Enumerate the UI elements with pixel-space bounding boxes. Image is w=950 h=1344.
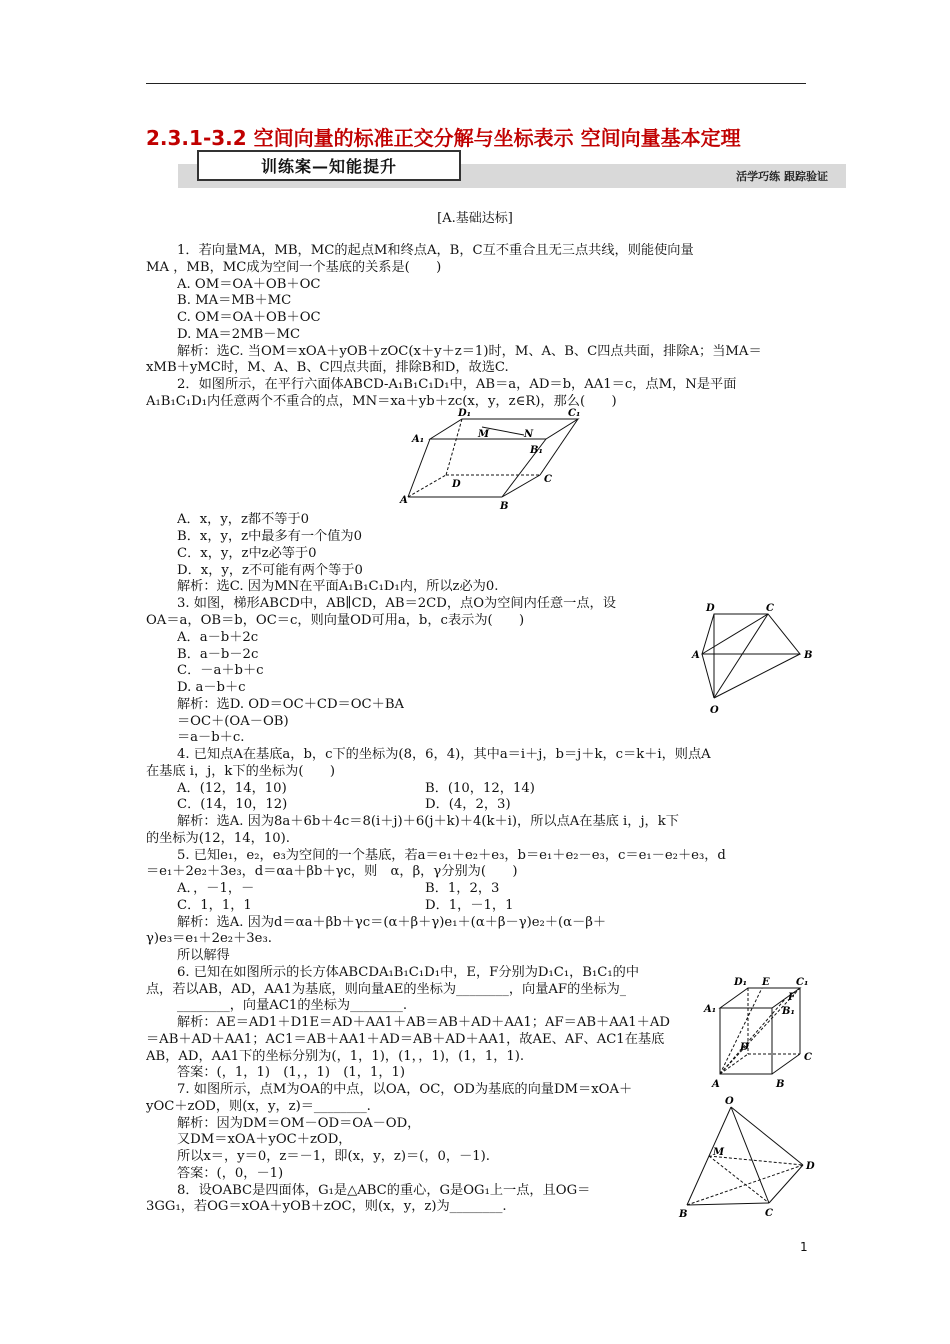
text-line: γ)e₃＝e₁＋2e₂＋3e₃. — [146, 931, 272, 946]
fig-label: C — [765, 1208, 773, 1219]
fig-label: C — [544, 474, 552, 485]
text-line: AB，AD，AA1下的坐标分别为(，1，1)，(1，，1)，(1，1，1). — [146, 1049, 525, 1064]
fig-label: B₁ — [782, 1006, 795, 1017]
text-line: D. a－b＋c — [177, 680, 246, 695]
text-line: 8．设OABC是四面体，G₁是△ABC的重心，G是OG₁上一点，且OG＝ — [177, 1183, 591, 1198]
header-rule — [146, 83, 806, 84]
text-line: 点，若以AB，AD，AA1为基底，则向量AE的坐标为________，向量AF的坐标为_ — [146, 982, 627, 997]
text-line: 答案：(，0，－1) — [177, 1166, 284, 1181]
fig-label: D — [452, 479, 461, 490]
text-line: D. MA＝2MB－MC — [177, 327, 301, 342]
text-line: B．a－b－2c — [177, 647, 259, 662]
fig-label: A₁ — [704, 1004, 717, 1015]
text-line: A．(12，14，10) — [177, 781, 287, 796]
text-line: MA ，MB，MC成为空间一个基底的关系是( ) — [146, 260, 442, 275]
text-line: 解析：因为DM＝OM－OD＝OA－OD， — [177, 1116, 421, 1131]
text-line: 6. 已知在如图所示的长方体ABCDA₁B₁C₁D₁中，E，F分别为D₁C₁，B₁C₁的中 — [177, 965, 640, 980]
text-line: B. MA＝MB＋MC — [177, 293, 292, 308]
fig-label: B — [500, 501, 509, 512]
text-line: 的坐标为(12，14，10). — [146, 831, 290, 846]
text-line: C．1，1，1 — [177, 898, 252, 913]
fig-label: A — [692, 650, 700, 661]
page-title: 2.3.1-3.2 空间向量的标准正交分解与坐标表示 空间向量基本定理 — [146, 126, 741, 150]
fig-label: C₁ — [568, 408, 581, 419]
text-line: 解析：选D. OD＝OC＋CD＝OC＋BA — [177, 697, 405, 712]
text-line: B．1，2，3 — [425, 881, 500, 896]
text-line: 解析：选A. 因为d＝αa＋βb＋γc＝(α＋β＋γ)e₁＋(α＋β－γ)e₂＋(α－β＋ — [177, 915, 607, 930]
fig-label: D — [706, 603, 715, 614]
text-line: B．(10，12，14) — [425, 781, 535, 796]
text-line: 1．若向量MA，MB，MC的起点M和终点A，B，C互不重合且无三点共线，则能使向量 — [177, 243, 694, 258]
text-line: C．－a＋b＋c — [177, 663, 264, 678]
text-line: 答案：(，1，1) (1，，1) (1，1，1) — [177, 1065, 406, 1080]
text-line: 所以x＝，y＝0，z＝－1，即(x，y，z)＝(，0，－1). — [177, 1149, 491, 1164]
fig-label: A₁ — [412, 434, 425, 445]
text-line: D．(4，2，3) — [425, 797, 511, 812]
banner-tab: 训练案—知能提升 — [197, 150, 461, 181]
text-line: C．x，y，z中z必等于0 — [177, 546, 317, 561]
text-line: ＝OC＋(OA－OB) — [177, 714, 289, 729]
text-line: 又DM＝xOA＋yOC＋zOD， — [177, 1132, 352, 1147]
fig-label: D — [740, 1042, 749, 1053]
text-line: 解析：选C. 因为MN在平面A₁B₁C₁D₁内，所以z必为0. — [177, 579, 499, 594]
fig-label: O — [710, 705, 719, 716]
fig-label: B — [776, 1079, 785, 1090]
fig-label: O — [725, 1096, 734, 1107]
text-line: A．a－b＋2c — [177, 630, 259, 645]
text-line: C．(14，10，12) — [177, 797, 288, 812]
text-line: A. OM＝OA＋OB＋OC — [177, 277, 321, 292]
text-line: 4. 已知点A在基底a，b，c下的坐标为(8，6，4)，其中a＝i＋j，b＝j＋k，c＝k＋i，则点A — [177, 747, 711, 762]
text-line: 7. 如图所示，点M为OA的中点，以OA，OC，OD为基底的向量DM＝xOA＋ — [177, 1082, 633, 1097]
fig-label: F — [788, 992, 796, 1003]
text-line: A₁B₁C₁D₁内任意两个不重合的点，MN＝xa＋yb＋zc(x，y，z∈R)，那么( ) — [146, 394, 617, 409]
text-line: 5. 已知e₁，e₂，e₃为空间的一个基底，若a＝e₁＋e₂＋e₃，b＝e₁＋e₂－e₃，c＝e₁－e₂＋e₃，d — [177, 848, 726, 863]
text-line: ________，向量AC1的坐标为________. — [177, 998, 408, 1013]
fig-label: B₁ — [530, 445, 543, 456]
text-line: C. OM＝OA＋OB＋OC — [177, 310, 321, 325]
fig-label: D₁ — [734, 977, 748, 988]
fig-label: N — [524, 429, 534, 440]
text-line: 3. 如图，梯形ABCD中，AB∥CD，AB＝2CD，点O为空间内任意一点，设 — [177, 596, 616, 611]
text-line: 解析：选C. 当OM＝xOA＋yOB＋zOC(x＋y＋z＝1)时，M、A、B、C四点共面，排除A；当MA＝ — [177, 344, 762, 359]
text-line: ＝a－b＋c. — [177, 730, 245, 745]
text-line: OA＝a，OB＝b，OC＝c，则向量OD可用a，b，c表示为( ) — [146, 613, 525, 628]
tetrahedron-figure — [675, 1095, 825, 1220]
fig-label: C₁ — [796, 977, 809, 988]
text-line: ＝AB＋AD＋AA1；AC1＝AB＋AA1＋AD＝AB＋AD＋AA1，故AE、AF、AC1在基底 — [146, 1032, 665, 1047]
text-line: 在基底 i，j，k下的坐标为( ) — [146, 764, 336, 779]
text-line: ＝e₁＋2e₂＋3e₃，d＝αa＋βb＋γc，则 α，β，γ分别为( ) — [146, 864, 518, 879]
fig-label: A — [400, 495, 408, 506]
text-line: 解析：AE＝AD1＋D1E＝AD＋AA1＋AB＝AB＋AD＋AA1；AF＝AB＋AA1＋AD — [177, 1015, 670, 1030]
trapezoid-figure — [690, 600, 820, 720]
page-number: 1 — [800, 1240, 808, 1254]
text-line: A．，－1，－ — [177, 881, 255, 896]
text-line: 2．如图所示，在平行六面体ABCD-A₁B₁C₁D₁中，AB＝a，AD＝b，AA1＝c，点M，N是平面 — [177, 377, 737, 392]
text-line: 解析：选A. 因为8a＋6b＋4c＝8(i＋j)＋6(j＋k)＋4(k＋i)，所以点A在基底 i，j，k下 — [177, 814, 679, 829]
section-heading: [A.基础达标] — [437, 211, 513, 226]
banner-slogan: 活学巧练 跟踪验证 — [736, 170, 828, 183]
fig-label: A — [712, 1079, 720, 1090]
text-line: xMB＋yMC时，M、A、B、C四点共面，排除B和D，故选C. — [146, 360, 509, 375]
fig-label: E — [762, 977, 770, 988]
fig-label: M — [713, 1147, 725, 1158]
text-line: D．x，y，z不可能有两个等于0 — [177, 563, 363, 578]
fig-label: M — [478, 429, 490, 440]
fig-label: D — [806, 1161, 815, 1172]
text-line: 3GG₁，若OG＝xOA＋yOB＋zOC，则(x，y，z)为________. — [146, 1199, 507, 1214]
text-line: D．1，－1，1 — [425, 898, 514, 913]
text-line: A．x，y，z都不等于0 — [177, 512, 310, 527]
fig-label: B — [679, 1209, 688, 1220]
fig-label: D₁ — [458, 408, 472, 419]
text-line: B．x，y，z中最多有一个值为0 — [177, 529, 362, 544]
parallelepiped-figure — [400, 405, 590, 515]
text-line: yOC＋zOD，则(x，y，z)＝________. — [146, 1099, 371, 1114]
cuboid-figure — [700, 970, 820, 1090]
text-line: 所以解得 — [177, 948, 230, 963]
fig-label: C — [804, 1052, 812, 1063]
fig-label: B — [804, 650, 813, 661]
fig-label: C — [766, 603, 774, 614]
